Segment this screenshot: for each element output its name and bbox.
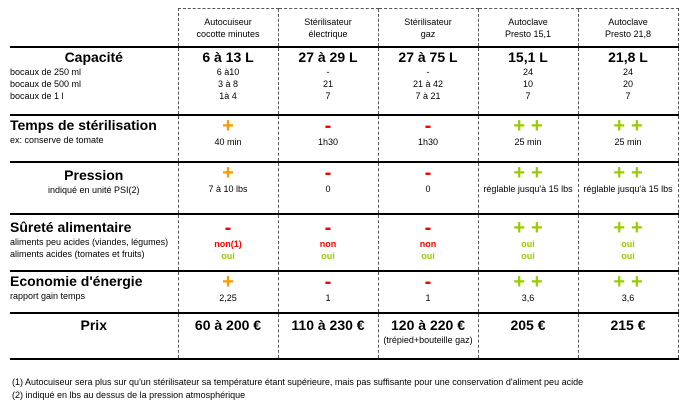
surete-cell: - non oui (378, 214, 478, 271)
pression-cell: ++ réglable jusqu'à 15 lbs (578, 162, 678, 214)
plus-icon: + (222, 115, 234, 137)
col-header-sterilisateur-electrique: Stérilisateur électrique (278, 9, 378, 48)
prix-cell: 205 € (478, 313, 578, 359)
header-empty (10, 9, 178, 48)
double-plus-icon: ++ (613, 162, 649, 184)
economie-row (10, 271, 678, 313)
capacite-label-1l: bocaux de 1 l (10, 91, 64, 101)
surete-label-acides: aliments acides (tomates et fruits) (10, 249, 145, 259)
temps-cell: ++ 25 min (578, 115, 678, 162)
temps-cell: + 40 min (178, 115, 278, 162)
pression-cell: - 0 (278, 162, 378, 214)
footnote-1: (1) Autocuiseur sera plus sur qu'un stérilisateur sa température étant supérieure, mais pas suffisante pour une conservation d'aliment peu acide (12, 377, 584, 387)
surete-cell: ++ oui oui (578, 214, 678, 271)
surete-cell: ++ oui oui (478, 214, 578, 271)
temps-title: Temps de stérilisation (10, 117, 157, 133)
prix-cell: 120 à 220 € (trépied+bouteille gaz) (378, 313, 478, 359)
economie-note: rapport gain temps (10, 291, 86, 301)
surete-label (10, 214, 178, 271)
minus-icon: - (424, 115, 432, 137)
temps-row (10, 115, 678, 162)
surete-cell: - non(1) oui (178, 214, 278, 271)
surete-label-peu-acides: aliments peu acides (viandes, légumes) (10, 237, 169, 247)
pression-cell: ++ réglable jusqu'à 15 lbs (478, 162, 578, 214)
minus-icon: - (324, 271, 332, 293)
temps-cell: - 1h30 (278, 115, 378, 162)
temps-cell: - 1h30 (378, 115, 478, 162)
double-plus-icon: ++ (613, 271, 649, 293)
surete-cell: - non oui (278, 214, 378, 271)
minus-icon: - (424, 217, 432, 239)
capacite-title: Capacité (64, 49, 123, 65)
prix-row (10, 313, 678, 359)
prix-note-gaz: (trépied+bouteille gaz) (383, 335, 473, 345)
footnote-2: (2) indiqué en lbs au dessus de la pression atmosphérique (12, 390, 246, 400)
col-header-sterilisateur-gaz: Stérilisateur gaz (378, 9, 478, 48)
prix-title: Prix (80, 317, 107, 333)
economie-label (10, 271, 178, 313)
economie-title: Economie d'énergie (10, 273, 143, 289)
pression-cell: + 7 à 10 lbs (178, 162, 278, 214)
prix-label (10, 313, 178, 359)
prix-cell: 215 € (578, 313, 678, 359)
minus-icon: - (424, 271, 432, 293)
capacite-cell: 6 à 13 L 6 à10 3 à 8 1à 4 (178, 47, 278, 115)
temps-note: ex: conserve de tomate (10, 135, 104, 145)
capacite-cell: 21,8 L 24 20 7 (578, 47, 678, 115)
minus-icon: - (224, 217, 232, 239)
economie-cell: + 2,25 (178, 271, 278, 313)
pression-note: indiqué en unité PSI(2) (47, 185, 140, 195)
col-header-presto-15: Autoclave Presto 15,1 (478, 9, 578, 48)
capacite-label-500: bocaux de 500 ml (10, 79, 82, 89)
double-plus-icon: ++ (513, 271, 549, 293)
double-plus-icon: ++ (513, 217, 549, 239)
economie-cell: ++ 3,6 (478, 271, 578, 313)
capacite-label (10, 47, 178, 115)
economie-cell: - 1 (278, 271, 378, 313)
minus-icon: - (324, 162, 332, 184)
double-plus-icon: ++ (513, 162, 549, 184)
minus-icon: - (324, 115, 332, 137)
surete-title: Sûreté alimentaire (10, 219, 132, 235)
pression-title: Pression (64, 167, 124, 183)
plus-icon: + (222, 162, 234, 184)
pression-label (10, 162, 178, 214)
capacite-row (10, 47, 678, 115)
plus-icon: + (222, 271, 234, 293)
economie-cell: ++ 3,6 (578, 271, 678, 313)
prix-cell: 60 à 200 € (178, 313, 278, 359)
prix-cell: 110 à 230 € (278, 313, 378, 359)
pression-cell: - 0 (378, 162, 478, 214)
double-plus-icon: ++ (613, 217, 649, 239)
capacite-cell: 15,1 L 24 10 7 (478, 47, 578, 115)
double-plus-icon: ++ (513, 115, 549, 137)
col-header-presto-21: Autoclave Presto 21,8 (578, 9, 678, 48)
comparison-table (10, 8, 679, 360)
pression-row (10, 162, 678, 214)
temps-cell: ++ 25 min (478, 115, 578, 162)
col-header-autocuiseur: Autocuiseur cocotte minutes (178, 9, 278, 48)
economie-cell: - 1 (378, 271, 478, 313)
capacite-cell: 27 à 75 L - 21 à 42 7 à 21 (378, 47, 478, 115)
capacite-label-250: bocaux de 250 ml (10, 67, 82, 77)
header-row (10, 9, 678, 48)
minus-icon: - (324, 217, 332, 239)
surete-row (10, 214, 678, 271)
capacite-cell: 27 à 29 L - 21 7 (278, 47, 378, 115)
temps-label (10, 115, 178, 162)
minus-icon: - (424, 162, 432, 184)
double-plus-icon: ++ (613, 115, 649, 137)
